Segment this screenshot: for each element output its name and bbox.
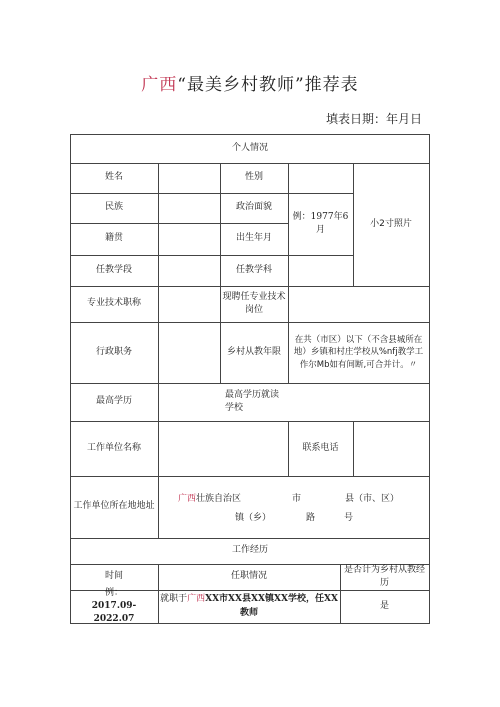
photo-placeholder: 小2寸照片 [370, 218, 412, 229]
addr-number: 号 [344, 513, 354, 523]
header-post: 任职情况 [230, 571, 267, 582]
label-education: 最高学历 [95, 396, 132, 407]
birth-example: 例：1977年6月 [292, 211, 349, 235]
recommendation-table [70, 134, 430, 624]
label-teach-stage: 任教学段 [95, 264, 132, 275]
addr-road: 路 [306, 513, 316, 523]
addr-region: 广西 [178, 494, 197, 504]
label-birth: 出生年月 [235, 233, 272, 244]
label-name: 姓名 [104, 172, 123, 183]
title-region: 广西 [141, 75, 178, 95]
label-employer-addr: 工作单位所在地地址 [73, 501, 155, 512]
fill-date: 填表日期：年月日 [325, 112, 422, 126]
addr-town: 镇（乡） [235, 513, 272, 523]
history-time-value: 2017.09-2022.07 [91, 600, 137, 625]
label-teach-subject: 任教学科 [235, 264, 272, 275]
addr-zone: 壮族自治区 [196, 494, 242, 504]
history-time-label: 例： [104, 587, 123, 598]
label-pro-title: 专业技术职称 [86, 298, 141, 309]
label-ethnicity: 民族 [104, 202, 123, 213]
title-main: “最美乡村教师”推荐表 [177, 75, 359, 95]
label-employer: 工作单位名称 [86, 442, 141, 453]
label-edu-school: 最高学历就读学校 [225, 389, 280, 413]
form-title [0, 70, 500, 95]
label-native-place: 籍贯 [104, 233, 123, 244]
history-post-region: 广西 [187, 594, 206, 605]
history-counted: 是 [379, 600, 389, 611]
rural-years-note: 在共（市区）以下（不含县城所在地）乡镇和村庄学校从%nfj教学工作尔Mb如有间断,可合并计。〃 [293, 335, 424, 370]
label-rural-years: 乡村从教年限 [226, 346, 281, 357]
history-time [70, 587, 158, 625]
label-political: 政治面貌 [235, 202, 272, 213]
addr-county: 县（市、区） [345, 494, 400, 504]
section-personal: 个人情况 [231, 142, 268, 153]
header-counted: 是否计为乡村从教经历 [343, 564, 425, 588]
section-work-history: 工作经历 [231, 545, 268, 556]
history-post-rest: XX市XX县XX镇XX学校，任XX教师 [205, 594, 338, 618]
label-current-pro-title: 现聘任专业技术岗位 [222, 291, 286, 315]
history-post-prefix: 就职于 [160, 594, 188, 605]
addr-city: 市 [292, 494, 302, 504]
header-time: 时间 [104, 571, 123, 582]
label-gender: 性别 [244, 172, 263, 183]
label-admin-post: 行政职务 [95, 346, 132, 357]
label-phone: 联系电话 [302, 442, 339, 453]
history-post [158, 590, 340, 623]
